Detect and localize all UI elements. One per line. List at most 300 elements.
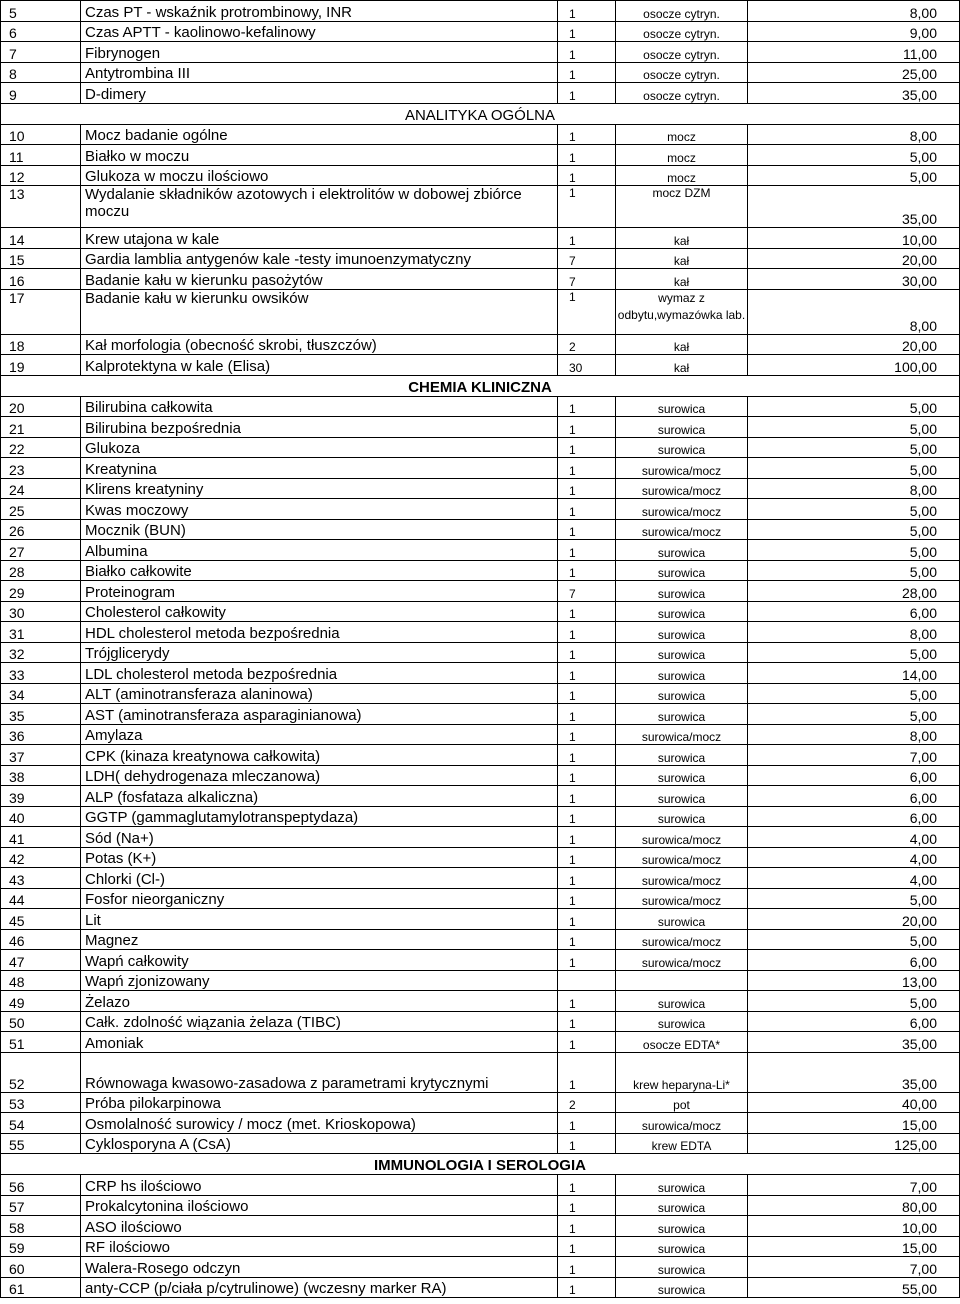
table-row — [1, 1113, 960, 1134]
test-name: Równowaga kwasowo-zasadowa z parametrami krytycznymi — [81, 1052, 558, 1092]
row-number: 23 — [1, 458, 81, 479]
test-name: CPK (kinaza kreatynowa całkowita) — [81, 745, 558, 766]
turnaround-time: 1 — [558, 1, 616, 22]
sample-material: surowica — [616, 417, 748, 438]
row-number: 41 — [1, 827, 81, 848]
table-row — [1, 124, 960, 145]
test-name: Amylaza — [81, 724, 558, 745]
row-number: 42 — [1, 847, 81, 868]
sample-material: surowica/mocz — [616, 724, 748, 745]
row-number: 18 — [1, 334, 81, 355]
table-row — [1, 704, 960, 725]
table-row — [1, 83, 960, 104]
test-price: 11,00 — [748, 42, 960, 63]
table-row — [1, 478, 960, 499]
turnaround-time: 1 — [558, 1257, 616, 1278]
turnaround-time: 30 — [558, 355, 616, 376]
turnaround-time: 1 — [558, 1216, 616, 1237]
table-row — [1, 765, 960, 786]
section-title: CHEMIA KLINICZNA — [408, 378, 552, 396]
test-price: 8,00 — [748, 1, 960, 22]
test-name: Glukoza — [81, 437, 558, 458]
test-price: 25,00 — [748, 62, 960, 83]
turnaround-time: 1 — [558, 396, 616, 417]
sample-material: krew EDTA — [616, 1133, 748, 1154]
row-number: 20 — [1, 396, 81, 417]
table-row — [1, 560, 960, 581]
test-price: 7,00 — [748, 745, 960, 766]
sample-material: surowica/mocz — [616, 950, 748, 971]
row-number: 16 — [1, 269, 81, 290]
turnaround-time: 1 — [558, 165, 616, 186]
table-row — [1, 334, 960, 355]
table-row — [1, 1052, 960, 1092]
sample-material: surowica — [616, 1195, 748, 1216]
turnaround-time — [558, 970, 616, 991]
row-number: 51 — [1, 1032, 81, 1053]
test-name: Wapń całkowity — [81, 950, 558, 971]
test-name: Kał morfologia (obecność skrobi, tłuszczów) — [81, 334, 558, 355]
test-name: CRP hs ilościowo — [81, 1175, 558, 1196]
test-name: LDL cholesterol metoda bezpośrednia — [81, 663, 558, 684]
sample-material: surowica — [616, 786, 748, 807]
test-name: Prokalcytonina ilościowo — [81, 1195, 558, 1216]
test-price: 125,00 — [748, 1133, 960, 1154]
turnaround-time: 1 — [558, 62, 616, 83]
turnaround-time: 2 — [558, 334, 616, 355]
test-price: 5,00 — [748, 929, 960, 950]
row-number: 53 — [1, 1092, 81, 1113]
test-price: 8,00 — [748, 124, 960, 145]
turnaround-time: 2 — [558, 1092, 616, 1113]
table-row — [1, 519, 960, 540]
table-row — [1, 827, 960, 848]
turnaround-time: 7 — [558, 269, 616, 290]
sample-material: surowica/mocz — [616, 888, 748, 909]
row-number: 9 — [1, 83, 81, 104]
test-price: 8,00 — [748, 622, 960, 643]
test-name: AST (aminotransferaza asparaginianowa) — [81, 704, 558, 725]
sample-material: kał — [616, 248, 748, 269]
test-price: 8,00 — [748, 478, 960, 499]
row-number: 19 — [1, 355, 81, 376]
turnaround-time: 1 — [558, 827, 616, 848]
row-number: 54 — [1, 1113, 81, 1134]
test-name: Chlorki (Cl-) — [81, 868, 558, 889]
sample-material: surowica — [616, 745, 748, 766]
test-price: 5,00 — [748, 145, 960, 166]
turnaround-time: 1 — [558, 950, 616, 971]
sample-material: osocze cytryn. — [616, 21, 748, 42]
turnaround-time: 1 — [558, 806, 616, 827]
sample-material: surowica/mocz — [616, 929, 748, 950]
row-number: 39 — [1, 786, 81, 807]
row-number: 52 — [1, 1052, 81, 1092]
test-price: 55,00 — [748, 1277, 960, 1298]
test-price: 35,00 — [748, 83, 960, 104]
test-name: Kreatynina — [81, 458, 558, 479]
turnaround-time: 1 — [558, 1032, 616, 1053]
turnaround-time: 1 — [558, 417, 616, 438]
row-number: 10 — [1, 124, 81, 145]
test-name: ALT (aminotransferaza alaninowa) — [81, 683, 558, 704]
table-row — [1, 888, 960, 909]
test-price: 35,00 — [748, 186, 960, 228]
table-row — [1, 868, 960, 889]
turnaround-time: 1 — [558, 601, 616, 622]
section-header-row — [1, 1154, 960, 1175]
test-price: 4,00 — [748, 847, 960, 868]
sample-material: surowica — [616, 765, 748, 786]
turnaround-time: 1 — [558, 519, 616, 540]
row-number: 12 — [1, 165, 81, 186]
table-row — [1, 1011, 960, 1032]
sample-material: surowica — [616, 1175, 748, 1196]
test-price: 13,00 — [748, 970, 960, 991]
turnaround-time: 1 — [558, 437, 616, 458]
turnaround-time: 1 — [558, 289, 616, 334]
test-name: LDH( dehydrogenaza mleczanowa) — [81, 765, 558, 786]
row-number: 29 — [1, 581, 81, 602]
test-name: ALP (fosfataza alkaliczna) — [81, 786, 558, 807]
test-name: Amoniak — [81, 1032, 558, 1053]
test-name: Walera-Rosego odczyn — [81, 1257, 558, 1278]
test-name: Fosfor nieorganiczny — [81, 888, 558, 909]
table-row — [1, 437, 960, 458]
row-number: 47 — [1, 950, 81, 971]
table-row — [1, 601, 960, 622]
test-price: 9,00 — [748, 21, 960, 42]
table-row — [1, 724, 960, 745]
table-row — [1, 1133, 960, 1154]
test-name: Fibrynogen — [81, 42, 558, 63]
table-row — [1, 165, 960, 186]
table-row — [1, 1195, 960, 1216]
sample-material: surowica — [616, 1277, 748, 1298]
sample-material: wymaz z odbytu,wymazówka lab. — [616, 289, 748, 334]
table-row — [1, 683, 960, 704]
test-name: Całk. zdolność wiązania żelaza (TIBC) — [81, 1011, 558, 1032]
table-row — [1, 540, 960, 561]
test-price: 10,00 — [748, 228, 960, 249]
row-number: 57 — [1, 1195, 81, 1216]
row-number: 14 — [1, 228, 81, 249]
test-price: 35,00 — [748, 1032, 960, 1053]
row-number: 5 — [1, 1, 81, 22]
table-row — [1, 786, 960, 807]
turnaround-time: 1 — [558, 929, 616, 950]
test-name: ASO ilościowo — [81, 1216, 558, 1237]
test-price: 15,00 — [748, 1236, 960, 1257]
turnaround-time: 1 — [558, 868, 616, 889]
sample-material: osocze EDTA* — [616, 1032, 748, 1053]
turnaround-time: 1 — [558, 1052, 616, 1092]
test-price: 80,00 — [748, 1195, 960, 1216]
sample-material: mocz — [616, 145, 748, 166]
row-number: 38 — [1, 765, 81, 786]
row-number: 37 — [1, 745, 81, 766]
turnaround-time: 1 — [558, 745, 616, 766]
test-price: 5,00 — [748, 437, 960, 458]
test-name: Kalprotektyna w kale (Elisa) — [81, 355, 558, 376]
table-row — [1, 1257, 960, 1278]
test-price: 5,00 — [748, 499, 960, 520]
test-price: 7,00 — [748, 1175, 960, 1196]
table-row — [1, 499, 960, 520]
table-row — [1, 289, 960, 334]
table-row — [1, 186, 960, 228]
test-name: Sód (Na+) — [81, 827, 558, 848]
sample-material: kał — [616, 269, 748, 290]
row-number: 59 — [1, 1236, 81, 1257]
test-name: Cholesterol całkowity — [81, 601, 558, 622]
turnaround-time: 1 — [558, 622, 616, 643]
test-price: 6,00 — [748, 950, 960, 971]
sample-material: surowica — [616, 540, 748, 561]
table-row — [1, 1236, 960, 1257]
row-number: 49 — [1, 991, 81, 1012]
table-row — [1, 642, 960, 663]
row-number: 50 — [1, 1011, 81, 1032]
test-name: Kwas moczowy — [81, 499, 558, 520]
section-title: ANALITYKA OGÓLNA — [404, 106, 556, 124]
test-price: 35,00 — [748, 1052, 960, 1092]
turnaround-time: 1 — [558, 186, 616, 228]
table-row — [1, 1032, 960, 1053]
turnaround-time: 1 — [558, 663, 616, 684]
test-name: Badanie kału w kierunku pasożytów — [81, 269, 558, 290]
table-row — [1, 248, 960, 269]
sample-material: surowica — [616, 581, 748, 602]
turnaround-time: 1 — [558, 1113, 616, 1134]
table-row — [1, 991, 960, 1012]
test-name: Gardia lamblia antygenów kale -testy imunoenzymatyczny — [81, 248, 558, 269]
test-price: 15,00 — [748, 1113, 960, 1134]
row-number: 61 — [1, 1277, 81, 1298]
sample-material: surowica — [616, 1216, 748, 1237]
section-header-row — [1, 375, 960, 396]
sample-material: mocz DZM — [616, 186, 748, 228]
turnaround-time: 1 — [558, 1133, 616, 1154]
test-price: 5,00 — [748, 458, 960, 479]
section-header-row — [1, 103, 960, 124]
sample-material: surowica — [616, 1257, 748, 1278]
sample-material: surowica — [616, 1236, 748, 1257]
row-number: 30 — [1, 601, 81, 622]
turnaround-time: 1 — [558, 478, 616, 499]
test-name: Antytrombina III — [81, 62, 558, 83]
row-number: 11 — [1, 145, 81, 166]
turnaround-time: 1 — [558, 1277, 616, 1298]
test-price: 5,00 — [748, 683, 960, 704]
table-row — [1, 950, 960, 971]
test-name: Mocz badanie ogólne — [81, 124, 558, 145]
test-name: Potas (K+) — [81, 847, 558, 868]
table-row — [1, 355, 960, 376]
turnaround-time: 1 — [558, 991, 616, 1012]
turnaround-time: 1 — [558, 42, 616, 63]
row-number: 58 — [1, 1216, 81, 1237]
test-name: HDL cholesterol metoda bezpośrednia — [81, 622, 558, 643]
sample-material: osocze cytryn. — [616, 1, 748, 22]
turnaround-time: 1 — [558, 847, 616, 868]
row-number: 25 — [1, 499, 81, 520]
sample-material: surowica — [616, 663, 748, 684]
test-name: Klirens kreatyniny — [81, 478, 558, 499]
test-name: Białko w moczu — [81, 145, 558, 166]
test-price: 6,00 — [748, 806, 960, 827]
sample-material: surowica — [616, 601, 748, 622]
sample-material: pot — [616, 1092, 748, 1113]
test-name: Czas PT - wskaźnik protrombinowy, INR — [81, 1, 558, 22]
test-name: Badanie kału w kierunku owsików — [81, 289, 558, 334]
table-row — [1, 1175, 960, 1196]
table-row — [1, 145, 960, 166]
test-price: 5,00 — [748, 165, 960, 186]
turnaround-time: 1 — [558, 888, 616, 909]
sample-material: kał — [616, 355, 748, 376]
row-number: 48 — [1, 970, 81, 991]
row-number: 7 — [1, 42, 81, 63]
turnaround-time: 1 — [558, 499, 616, 520]
table-row — [1, 1277, 960, 1298]
turnaround-time: 1 — [558, 458, 616, 479]
test-name: Próba pilokarpinowa — [81, 1092, 558, 1113]
turnaround-time: 1 — [558, 1236, 616, 1257]
test-price: 6,00 — [748, 601, 960, 622]
row-number: 45 — [1, 909, 81, 930]
table-row — [1, 21, 960, 42]
sample-material: kał — [616, 228, 748, 249]
sample-material: surowica — [616, 560, 748, 581]
turnaround-time: 1 — [558, 683, 616, 704]
test-price: 5,00 — [748, 888, 960, 909]
test-name: Glukoza w moczu ilościowo — [81, 165, 558, 186]
table-row — [1, 1, 960, 22]
turnaround-time: 1 — [558, 704, 616, 725]
test-name: Wydalanie składników azotowych i elektrolitów w dobowej zbiórce moczu — [81, 186, 558, 228]
test-price: 6,00 — [748, 1011, 960, 1032]
row-number: 33 — [1, 663, 81, 684]
sample-material: surowica — [616, 909, 748, 930]
table-row — [1, 228, 960, 249]
test-price: 4,00 — [748, 827, 960, 848]
row-number: 26 — [1, 519, 81, 540]
test-name: Albumina — [81, 540, 558, 561]
sample-material: osocze cytryn. — [616, 83, 748, 104]
turnaround-time: 7 — [558, 581, 616, 602]
turnaround-time: 1 — [558, 228, 616, 249]
row-number: 8 — [1, 62, 81, 83]
table-row — [1, 417, 960, 438]
test-price: 5,00 — [748, 540, 960, 561]
sample-material: osocze cytryn. — [616, 42, 748, 63]
test-price: 8,00 — [748, 289, 960, 334]
table-row — [1, 1216, 960, 1237]
row-number: 36 — [1, 724, 81, 745]
row-number: 40 — [1, 806, 81, 827]
table-row — [1, 806, 960, 827]
test-price: 5,00 — [748, 519, 960, 540]
table-row — [1, 745, 960, 766]
row-number: 56 — [1, 1175, 81, 1196]
turnaround-time: 1 — [558, 540, 616, 561]
sample-material: mocz — [616, 124, 748, 145]
test-price: 5,00 — [748, 560, 960, 581]
sample-material: kał — [616, 334, 748, 355]
turnaround-time: 1 — [558, 560, 616, 581]
sample-material: surowica — [616, 806, 748, 827]
sample-material: osocze cytryn. — [616, 62, 748, 83]
row-number: 32 — [1, 642, 81, 663]
table-row — [1, 1092, 960, 1113]
turnaround-time: 1 — [558, 786, 616, 807]
sample-material: surowica/mocz — [616, 458, 748, 479]
turnaround-time: 1 — [558, 21, 616, 42]
row-number: 43 — [1, 868, 81, 889]
row-number: 24 — [1, 478, 81, 499]
table-row — [1, 929, 960, 950]
test-price: 4,00 — [748, 868, 960, 889]
table-row — [1, 909, 960, 930]
sample-material: surowica/mocz — [616, 868, 748, 889]
sample-material: surowica — [616, 642, 748, 663]
test-price: 5,00 — [748, 417, 960, 438]
row-number: 13 — [1, 186, 81, 228]
row-number: 60 — [1, 1257, 81, 1278]
test-price: 100,00 — [748, 355, 960, 376]
row-number: 28 — [1, 560, 81, 581]
table-row — [1, 581, 960, 602]
turnaround-time: 7 — [558, 248, 616, 269]
test-price: 7,00 — [748, 1257, 960, 1278]
test-price: 30,00 — [748, 269, 960, 290]
sample-material: surowica/mocz — [616, 847, 748, 868]
test-name: Żelazo — [81, 991, 558, 1012]
table-row — [1, 622, 960, 643]
test-price: 20,00 — [748, 909, 960, 930]
test-price: 6,00 — [748, 786, 960, 807]
test-name: Białko całkowite — [81, 560, 558, 581]
row-number: 22 — [1, 437, 81, 458]
sample-material: surowica — [616, 622, 748, 643]
price-list-body — [1, 1, 960, 1298]
test-name: Proteinogram — [81, 581, 558, 602]
sample-material: surowica — [616, 991, 748, 1012]
table-row — [1, 847, 960, 868]
test-price: 20,00 — [748, 334, 960, 355]
table-row — [1, 42, 960, 63]
sample-material: surowica/mocz — [616, 519, 748, 540]
test-name: Bilirubina bezpośrednia — [81, 417, 558, 438]
sample-material: surowica/mocz — [616, 478, 748, 499]
turnaround-time: 1 — [558, 145, 616, 166]
sample-material: surowica — [616, 683, 748, 704]
sample-material: mocz — [616, 165, 748, 186]
turnaround-time: 1 — [558, 1195, 616, 1216]
turnaround-time: 1 — [558, 1175, 616, 1196]
test-name: Cyklosporyna A (CsA) — [81, 1133, 558, 1154]
row-number: 17 — [1, 289, 81, 334]
section-title: IMMUNOLOGIA I SEROLOGIA — [374, 1157, 586, 1174]
test-name: Bilirubina całkowita — [81, 396, 558, 417]
test-name: anty-CCP (p/ciała p/cytrulinowe) (wczesny marker RA) — [81, 1277, 558, 1298]
sample-material: surowica/mocz — [616, 499, 748, 520]
row-number: 44 — [1, 888, 81, 909]
test-name: Wapń zjonizowany — [81, 970, 558, 991]
test-price: 28,00 — [748, 581, 960, 602]
row-number: 31 — [1, 622, 81, 643]
